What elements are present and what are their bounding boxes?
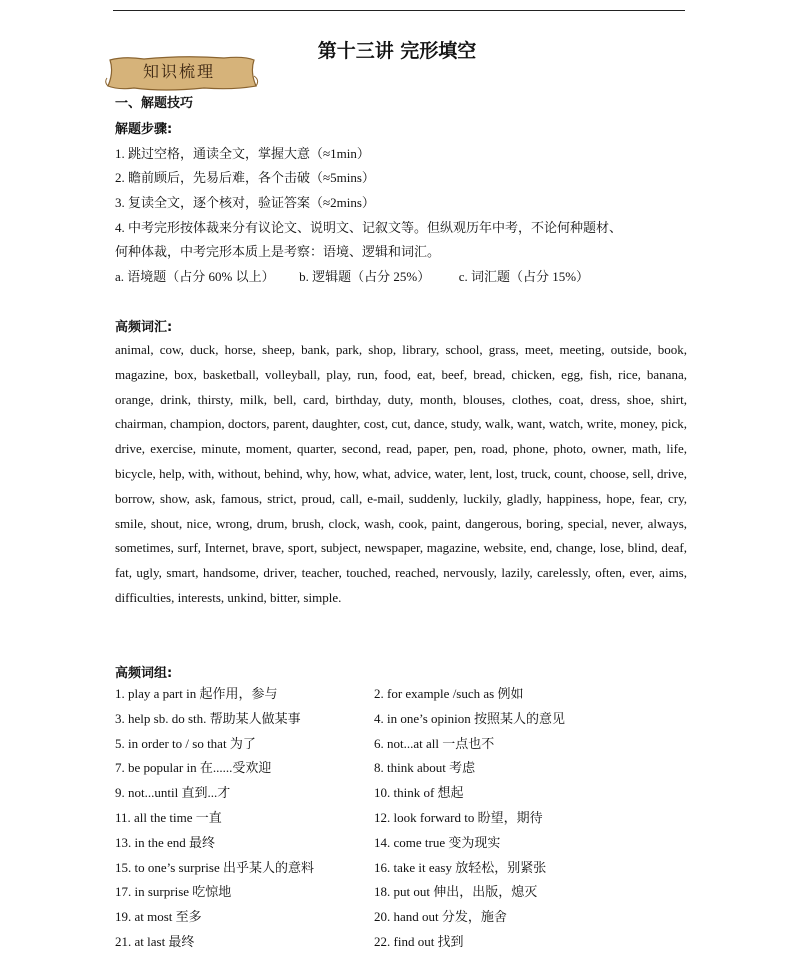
phrase-item: 11. all the time 一直 xyxy=(115,809,222,825)
phrase-item: 19. at most 至多 xyxy=(115,909,202,925)
phrase-row xyxy=(115,783,695,808)
phrase-item: 12. look forward to 盼望，期待 xyxy=(374,809,543,825)
phrase-item: 18. put out 伸出，出版，熄灭 xyxy=(374,884,538,900)
phrase-item: 10. think of 想起 xyxy=(374,785,464,801)
phrase-item: 13. in the end 最终 xyxy=(115,834,216,850)
phrase-item: 2. for example /such as 例如 xyxy=(374,686,524,701)
phrase-row xyxy=(115,684,695,709)
phrase-item: 14. come true 变为现实 xyxy=(374,834,501,850)
section-heading: 一、解题技巧 xyxy=(115,96,194,111)
phrase-row xyxy=(115,932,695,957)
phrases-heading: 高频词组: xyxy=(115,666,173,681)
phrase-item: 21. at last 最终 xyxy=(115,933,195,949)
type-c: c. 词汇题（占分 15%） xyxy=(458,269,590,284)
phrase-item: 16. take it easy 放轻松，别紧张 xyxy=(374,859,547,875)
phrase-row xyxy=(115,882,695,907)
phrase-item: 3. help sb. do sth. 帮助某人做某事 xyxy=(115,710,301,726)
type-b: b. 逻辑题（占分 25%） xyxy=(299,269,431,284)
phrase-row xyxy=(115,858,695,883)
step-line: 4. 中考完形按体裁来分有议论文、说明文、记叙文等。但纵观历年中考，不论何种题材、 xyxy=(115,220,623,235)
vocab-paragraph: animal, cow, duck, horse, sheep, bank, park, shop, library, school, grass, meet, meeting, outside, book, magazine, box, basketball, volleyball, play, run, food, eat, beef, bread, chicken, egg, fish, rice, banana, orange, drink, thirsty, milk, bell, card, birthday, duty, month, blouses, clothes, coat, dress, shoe, shirt, chairman, champion, doctors, parent, daughter, cost, cut, dance, study, walk, want, watch, write, money, pick, drive, exercise, minute, moment, quarter, second, read, paper, pen, road, phone, photo, owner, math, life, bicycle, help, with, without, behind, why, how, what, advice, water, lent, lost, truck, count, choose, sell, drive, borrow, show, ask, famous, strict, proud, call, e-mail, suddenly, luckily, gladly, happiness, hope, fear, cry, smile, shout, nice, wrong, drum, brush, clock, wash, cook, paint, dangerous, boring, special, never, always, sometimes, surf, Internet, brave, sport, subject, newspaper, magazine, website, end, change, lose, blind, deaf, fat, ugly, smart, handsome, driver, teacher, touched, reached, nervously, lazily, carelessly, often, ever, aims, difficulties, interests, unkind, bitter, simple. xyxy=(115,342,687,605)
phrase-row xyxy=(115,808,695,833)
phrase-row xyxy=(115,833,695,858)
phrase-item: 20. hand out 分发，施舍 xyxy=(374,909,507,925)
step-line: 1. 跳过空格，通读全文，掌握大意（≈1min） xyxy=(115,146,370,161)
phrase-item: 9. not...until 直到...才 xyxy=(115,785,231,801)
phrase-item: 1. play a part in 起作用，参与 xyxy=(115,686,278,701)
type-a: a. 语境题（占分 60% 以上） xyxy=(115,269,275,284)
phrase-item: 6. not...at all 一点也不 xyxy=(374,735,495,751)
step-line: 2. 瞻前顾后，先易后难，各个击破（≈5mins） xyxy=(115,170,375,185)
phrase-item: 15. to one’s surprise 出乎某人的意料 xyxy=(115,859,314,875)
question-types xyxy=(115,266,589,285)
section-banner xyxy=(104,54,260,94)
header-rule xyxy=(113,10,685,11)
phrase-list xyxy=(115,684,695,957)
phrase-row xyxy=(115,758,695,783)
phrase-item: 8. think about 考虑 xyxy=(374,760,476,776)
step-line: 3. 复读全文，逐个核对，验证答案（≈2mins） xyxy=(115,195,375,210)
phrase-item: 4. in one’s opinion 按照某人的意见 xyxy=(374,710,566,726)
phrase-row xyxy=(115,907,695,932)
phrase-row xyxy=(115,734,695,759)
banner-label: 知识梳理 xyxy=(142,62,215,81)
phrase-row xyxy=(115,709,695,734)
page-title: 第十三讲 完形填空 xyxy=(317,40,477,62)
step-line: 何种体裁，中考完形本质上是考察：语境、逻辑和词汇。 xyxy=(115,244,441,259)
phrase-item: 22. find out 找到 xyxy=(374,933,464,949)
vocab-heading: 高频词汇: xyxy=(115,320,173,335)
phrase-item: 17. in surprise 吃惊地 xyxy=(115,884,232,900)
phrase-item: 7. be popular in 在......受欢迎 xyxy=(115,760,272,776)
steps-heading: 解题步骤: xyxy=(115,122,173,137)
phrase-item: 5. in order to / so that 为了 xyxy=(115,735,256,751)
